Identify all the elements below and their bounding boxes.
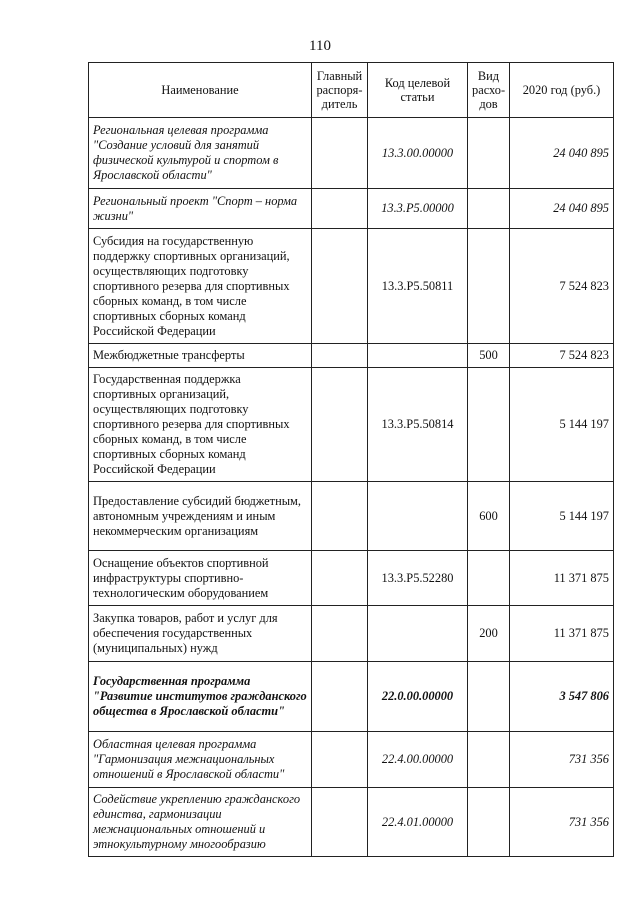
table-row xyxy=(89,344,614,368)
row-kind xyxy=(468,732,510,788)
row-code xyxy=(368,606,468,662)
row-amount: 5 144 197 xyxy=(510,482,614,551)
row-code xyxy=(368,344,468,368)
row-name: Государственная программа "Развитие институтов гражданского общества в Ярославской области" xyxy=(89,662,312,732)
row-kind xyxy=(468,229,510,344)
row-code xyxy=(368,482,468,551)
row-amount: 24 040 895 xyxy=(510,189,614,229)
table-row xyxy=(89,606,614,662)
row-amount: 7 524 823 xyxy=(510,344,614,368)
header-code: Код целевой статьи xyxy=(368,63,468,118)
header-name: Наименование xyxy=(89,63,312,118)
row-code: 22.0.00.00000 xyxy=(368,662,468,732)
row-manager xyxy=(312,606,368,662)
row-code: 22.4.01.00000 xyxy=(368,788,468,857)
table-row xyxy=(89,551,614,606)
table-row xyxy=(89,732,614,788)
row-manager xyxy=(312,189,368,229)
row-manager xyxy=(312,482,368,551)
row-manager xyxy=(312,368,368,482)
row-amount: 731 356 xyxy=(510,788,614,857)
row-manager xyxy=(312,118,368,189)
header-amount: 2020 год (руб.) xyxy=(510,63,614,118)
table-header-row xyxy=(89,63,614,118)
row-code: 13.3.Р5.52280 xyxy=(368,551,468,606)
row-kind xyxy=(468,788,510,857)
row-name: Межбюджетные трансферты xyxy=(89,344,312,368)
header-kind: Вид расхо-дов xyxy=(468,63,510,118)
table-row xyxy=(89,482,614,551)
budget-table xyxy=(88,62,614,857)
row-name: Закупка товаров, работ и услуг для обеспечения государственных (муниципальных) нужд xyxy=(89,606,312,662)
row-kind: 200 xyxy=(468,606,510,662)
row-code: 13.3.Р5.50811 xyxy=(368,229,468,344)
row-kind xyxy=(468,189,510,229)
row-amount: 7 524 823 xyxy=(510,229,614,344)
row-manager xyxy=(312,229,368,344)
row-manager xyxy=(312,788,368,857)
row-amount: 24 040 895 xyxy=(510,118,614,189)
table-row xyxy=(89,662,614,732)
table-row xyxy=(89,118,614,189)
row-manager xyxy=(312,732,368,788)
row-kind: 500 xyxy=(468,344,510,368)
row-manager xyxy=(312,662,368,732)
row-name: Областная целевая программа "Гармонизация межнациональных отношений в Ярославской области" xyxy=(89,732,312,788)
row-code: 13.3.Р5.00000 xyxy=(368,189,468,229)
row-amount: 3 547 806 xyxy=(510,662,614,732)
table-row xyxy=(89,788,614,857)
row-name: Субсидия на государственную поддержку спортивных организаций, осуществляющих подготовку спортивного резерва для спортивных сборных команд, в том числе спортивных сборных команд Российской Федерации xyxy=(89,229,312,344)
row-kind xyxy=(468,662,510,732)
row-code: 13.3.00.00000 xyxy=(368,118,468,189)
row-manager xyxy=(312,551,368,606)
row-name: Оснащение объектов спортивной инфраструктуры спортивно-технологическим оборудованием xyxy=(89,551,312,606)
row-code: 13.3.Р5.50814 xyxy=(368,368,468,482)
table-row xyxy=(89,229,614,344)
row-kind xyxy=(468,118,510,189)
row-manager xyxy=(312,344,368,368)
row-name: Региональная целевая программа "Создание условий для занятий физической культурой и спортом в Ярославской области" xyxy=(89,118,312,189)
row-name: Содействие укреплению гражданского единства, гармонизации межнациональных отношений и этнокультурному многообразию xyxy=(89,788,312,857)
row-name: Предоставление субсидий бюджетным, автономным учреждениям и иным некоммерческим организациям xyxy=(89,482,312,551)
header-manager: Главный распоря-дитель xyxy=(312,63,368,118)
row-amount: 11 371 875 xyxy=(510,606,614,662)
table-row xyxy=(89,189,614,229)
row-amount: 5 144 197 xyxy=(510,368,614,482)
table-row xyxy=(89,368,614,482)
row-kind: 600 xyxy=(468,482,510,551)
page-number: 110 xyxy=(309,38,331,54)
row-kind xyxy=(468,551,510,606)
row-amount: 731 356 xyxy=(510,732,614,788)
row-amount: 11 371 875 xyxy=(510,551,614,606)
row-code: 22.4.00.00000 xyxy=(368,732,468,788)
row-kind xyxy=(468,368,510,482)
row-name: Государственная поддержка спортивных организаций, осуществляющих подготовку спортивного резерва для спортивных сборных команд, в том числе спортивных сборных команд Российской Федерации xyxy=(89,368,312,482)
row-name: Региональный проект "Спорт – норма жизни" xyxy=(89,189,312,229)
